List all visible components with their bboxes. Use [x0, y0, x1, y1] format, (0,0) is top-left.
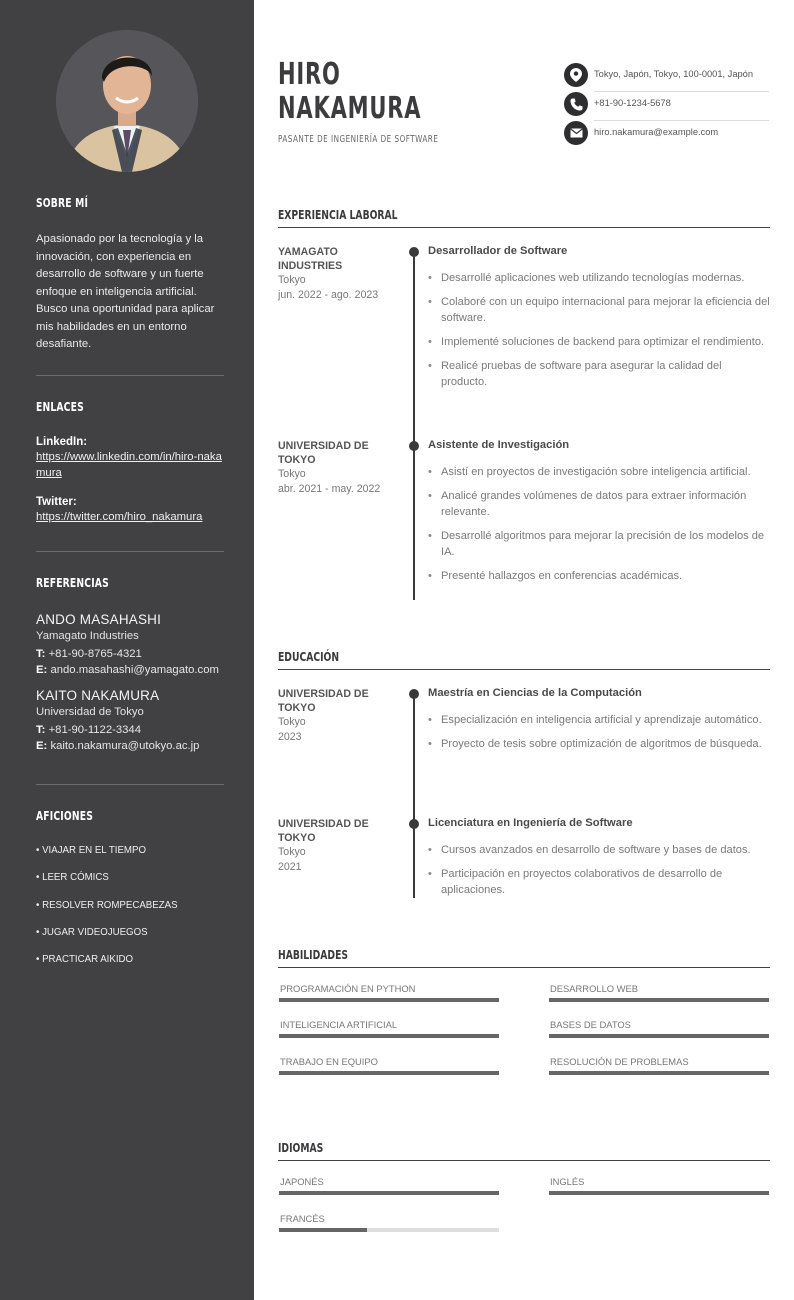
organization: UNIVERSIDAD DE TOKYO	[278, 688, 369, 714]
email-label: E:	[36, 740, 48, 752]
list-item: • Desarrollé algoritmos para mejorar la precisión de los modelos de IA.	[428, 528, 770, 560]
skill-item	[279, 1056, 499, 1075]
date-range: jun. 2022 - ago. 2023	[278, 288, 379, 301]
reference-phone	[36, 722, 224, 738]
phone-label: T:	[36, 648, 46, 660]
list-item: • Especialización en inteligencia artificial y aprendizaje automático.	[428, 712, 770, 728]
references-section	[36, 575, 224, 754]
experience-heading: EXPERIENCIA LABORAL	[278, 207, 398, 222]
twitter-link[interactable]: https://twitter.com/hiro_nakamura	[36, 511, 203, 523]
section-rule	[278, 1160, 770, 1161]
timeline-line	[413, 252, 415, 600]
organization: YAMAGATO INDUSTRIES	[278, 246, 343, 272]
hobbies-heading: AFICIONES	[36, 808, 94, 823]
contact-email-text[interactable]: hiro.nakamura@example.com	[594, 127, 719, 137]
list-item: • Implementé soluciones de backend para optimizar el rendimiento.	[428, 334, 770, 350]
link-linkedin	[36, 436, 224, 481]
skill-bar-track	[549, 1071, 769, 1075]
linkedin-link[interactable]: https://www.linkedin.com/in/hiro-nakamura	[36, 451, 222, 479]
degree-title: Maestría en Ciencias de la Computación	[428, 687, 642, 699]
email-value: kaito.nakamura@utokyo.ac.jp	[50, 740, 200, 752]
phone-value: +81-90-8765-4321	[48, 648, 142, 660]
envelope-icon	[564, 121, 588, 145]
timeline-dot	[409, 819, 419, 829]
reference-name: ANDO MASAHASHI	[36, 612, 162, 627]
location-pin-icon	[564, 63, 588, 87]
last-name: NAKAMURA	[278, 91, 422, 126]
candidate-name	[278, 58, 421, 126]
section-rule	[278, 669, 770, 670]
contact-phone	[564, 91, 769, 119]
skill-bar-fill	[549, 1071, 769, 1075]
languages-heading: IDIOMAS	[278, 1140, 324, 1155]
location: Tokyo	[278, 468, 306, 480]
skill-name: INTELIGENCIA ARTIFICIAL	[280, 1019, 398, 1030]
timeline-dot	[409, 441, 419, 451]
language-name: FRANCÉS	[280, 1213, 325, 1224]
skill-bar-fill	[549, 998, 769, 1002]
link-label: LinkedIn:	[36, 436, 88, 448]
avatar	[56, 30, 198, 172]
location: Tokyo	[278, 846, 306, 858]
skill-name: TRABAJO EN EQUIPO	[280, 1056, 378, 1067]
list-item: • Presenté hallazgos en conferencias académicas.	[428, 568, 770, 584]
list-item: • Cursos avanzados en desarrollo de software y bases de datos.	[428, 842, 770, 858]
divider	[36, 551, 224, 552]
date-range: 2021	[278, 860, 302, 873]
language-bar-fill	[279, 1228, 367, 1232]
phone-label: T:	[36, 724, 46, 736]
skill-bar-track	[279, 998, 499, 1002]
skill-name: PROGRAMACIÓN EN PYTHON	[280, 983, 416, 994]
skill-name: DESARROLLO WEB	[550, 983, 639, 994]
skill-item	[549, 983, 769, 1002]
organization: UNIVERSIDAD DE TOKYO	[278, 440, 369, 466]
skill-item	[279, 983, 499, 1002]
reference-email	[36, 662, 224, 678]
divider	[36, 375, 224, 376]
location: Tokyo	[278, 274, 306, 286]
email-value: ando.masahashi@yamagato.com	[50, 664, 219, 676]
skill-item	[279, 1019, 499, 1038]
list-item: • Colaboré con un equipo internacional para mejorar la eficiencia del software.	[428, 294, 770, 326]
divider	[36, 784, 224, 785]
education-entry-meta	[278, 817, 388, 874]
skill-item	[549, 1056, 769, 1075]
about-heading: SOBRE MÍ	[36, 195, 89, 210]
section-rule	[278, 227, 770, 228]
hobby-item: • LEER CÓMICS	[36, 872, 109, 883]
language-item	[279, 1176, 499, 1195]
experience-entry-meta	[278, 439, 388, 496]
list-item: • Participación en proyectos colaborativos de desarrollo de aplicaciones.	[428, 866, 770, 898]
skill-bar-fill	[549, 1034, 769, 1038]
responsibility-list	[428, 464, 770, 592]
contact-email	[564, 120, 769, 148]
links-heading: ENLACES	[36, 399, 84, 414]
timeline-dot	[409, 247, 419, 257]
education-details	[428, 842, 770, 906]
section-rule	[278, 967, 770, 968]
language-bar-track	[279, 1228, 499, 1232]
timeline-line	[413, 694, 415, 898]
hobby-item: • RESOLVER ROMPECABEZAS	[36, 900, 178, 911]
hobby-item: • VIAJAR EN EL TIEMPO	[36, 845, 146, 856]
position-title: Asistente de Investigación	[428, 439, 570, 451]
list-item: • Realicé pruebas de software para asegurar la calidad del producto.	[428, 358, 770, 390]
phone-value: +81-90-1122-3344	[48, 724, 142, 736]
link-twitter	[36, 496, 224, 525]
reference-item	[36, 688, 224, 754]
hobbies-section	[36, 808, 224, 978]
language-item	[549, 1176, 769, 1195]
reference-email	[36, 738, 224, 754]
about-text: Apasionado por la tecnología y la innovación, con experiencia en desarrollo de software y un fuerte enfoque en inteligencia artificial. Busco una oportunidad para aplicar mis habilidades en un entorno desafiante.	[36, 233, 215, 350]
reference-org: Yamagato Industries	[36, 630, 139, 642]
hobby-item: • PRACTICAR AIKIDO	[36, 954, 134, 965]
language-bar-fill	[279, 1191, 499, 1195]
skill-bar-fill	[279, 1034, 499, 1038]
sidebar	[0, 0, 254, 1300]
skill-bar-track	[279, 1034, 499, 1038]
list-item: • Asistí en proyectos de investigación sobre inteligencia artificial.	[428, 464, 770, 480]
hobby-item: • JUGAR VIDEOJUEGOS	[36, 927, 148, 938]
contact-phone-text: +81-90-1234-5678	[594, 98, 671, 108]
email-label: E:	[36, 664, 48, 676]
links-section	[36, 399, 224, 525]
language-bar-track	[549, 1191, 769, 1195]
skill-bar-track	[549, 1034, 769, 1038]
location: Tokyo	[278, 716, 306, 728]
list-item: • Desarrollé aplicaciones web utilizando tecnologías modernas.	[428, 270, 770, 286]
organization: UNIVERSIDAD DE TOKYO	[278, 818, 369, 844]
reference-name: KAITO NAKAMURA	[36, 688, 160, 703]
language-item	[279, 1213, 499, 1232]
language-bar-fill	[549, 1191, 769, 1195]
list-item: • Analicé grandes volúmenes de datos para extraer información relevante.	[428, 488, 770, 520]
skill-bar-track	[279, 1071, 499, 1075]
skill-bar-fill	[279, 1071, 499, 1075]
skills-heading: HABILIDADES	[278, 947, 349, 962]
education-heading: EDUCACIÓN	[278, 649, 340, 664]
about-section	[36, 195, 224, 354]
language-name: JAPONÉS	[280, 1176, 324, 1187]
reference-phone	[36, 646, 224, 662]
education-details	[428, 712, 770, 760]
skill-item	[549, 1019, 769, 1038]
skill-name: BASES DE DATOS	[550, 1019, 631, 1030]
position-title: Desarrollador de Software	[428, 245, 568, 257]
language-name: INGLÉS	[550, 1176, 585, 1187]
reference-org: Universidad de Tokyo	[36, 706, 144, 718]
date-range: abr. 2021 - may. 2022	[278, 482, 381, 495]
references-heading: REFERENCIAS	[36, 575, 109, 590]
reference-item	[36, 612, 224, 678]
link-label: Twitter:	[36, 496, 77, 508]
skill-bar-track	[549, 998, 769, 1002]
degree-title: Licenciatura en Ingeniería de Software	[428, 817, 633, 829]
responsibility-list	[428, 270, 770, 398]
timeline-dot	[409, 689, 419, 699]
contact-location-text: Tokyo, Japón, Tokyo, 100-0001, Japón	[594, 69, 754, 79]
skill-bar-fill	[279, 998, 499, 1002]
first-name: HIRO	[278, 57, 341, 92]
contact-location	[564, 62, 769, 90]
profile-photo	[56, 30, 198, 172]
language-bar-track	[279, 1191, 499, 1195]
date-range: 2023	[278, 730, 302, 743]
job-role: PASANTE DE INGENIERÍA DE SOFTWARE	[278, 134, 439, 145]
education-entry-meta	[278, 687, 388, 744]
phone-icon	[564, 92, 588, 116]
list-item: • Proyecto de tesis sobre optimización de algoritmos de búsqueda.	[428, 736, 770, 752]
skill-name: RESOLUCIÓN DE PROBLEMAS	[550, 1056, 689, 1067]
experience-entry-meta	[278, 245, 388, 302]
